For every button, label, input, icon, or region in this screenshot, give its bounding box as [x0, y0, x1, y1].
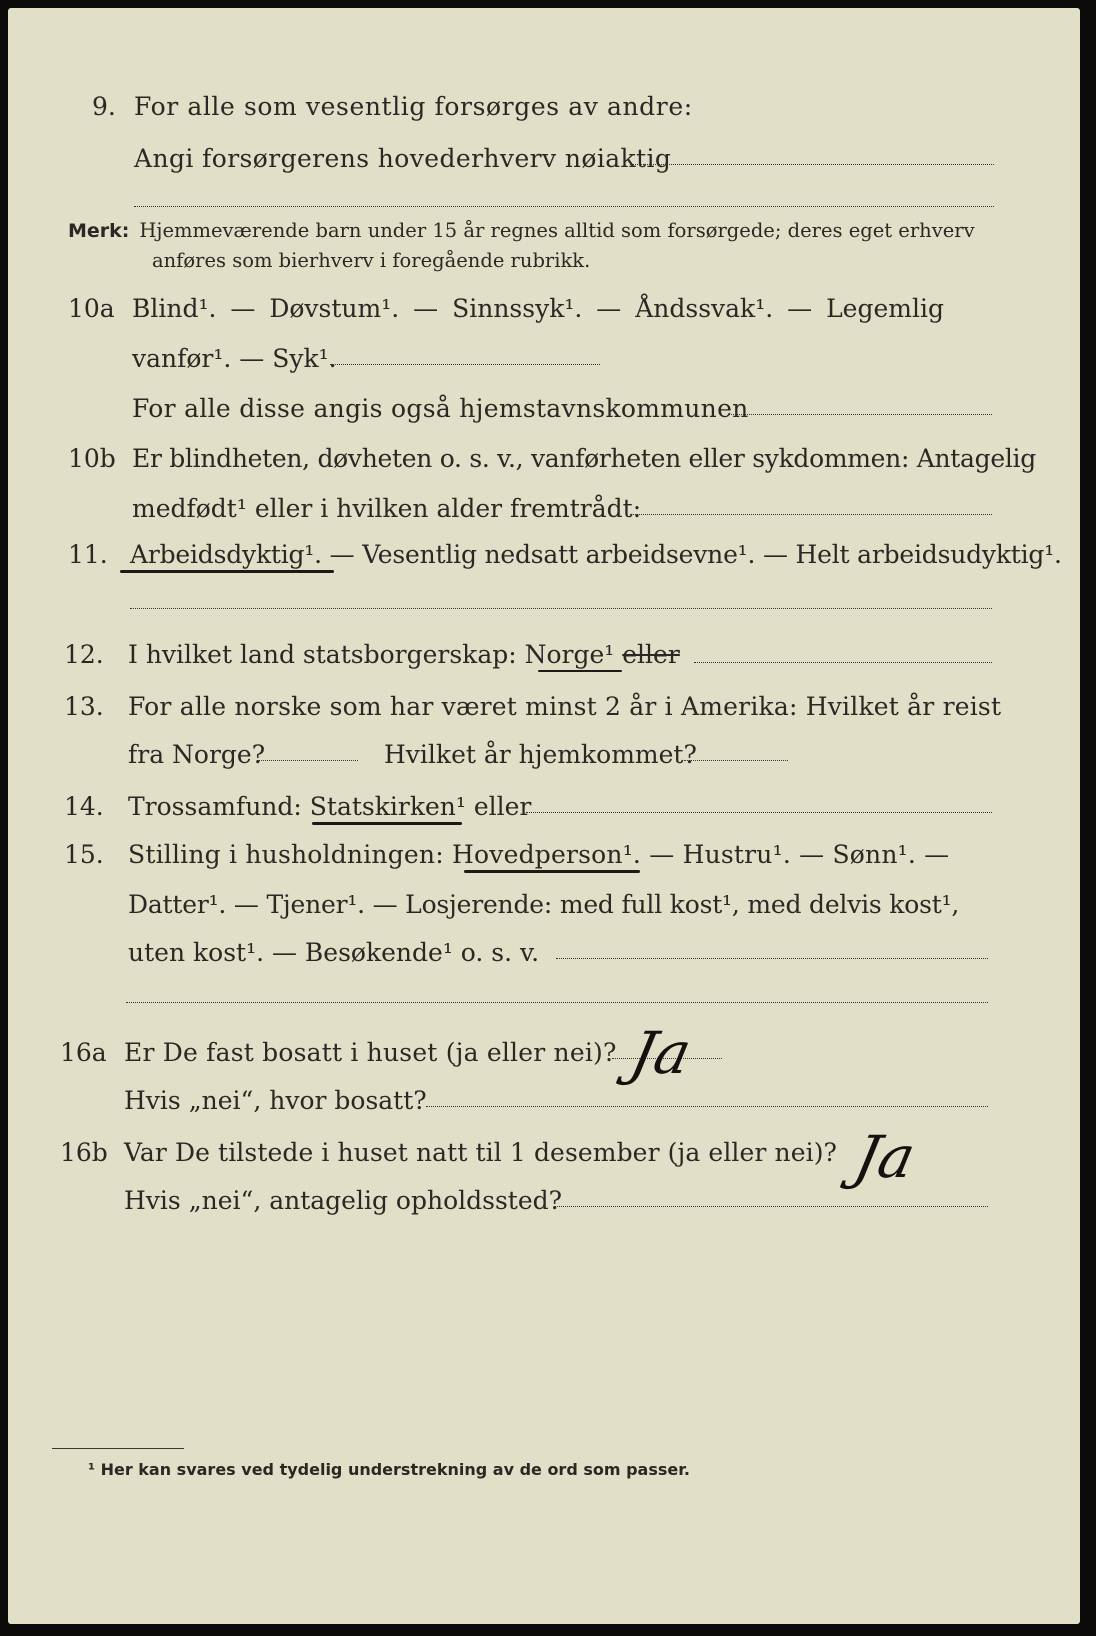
q15-underline-mark — [464, 870, 640, 873]
footnote-rule — [52, 1448, 184, 1449]
q15-line1 — [128, 842, 949, 867]
q16a-number: 16a — [60, 1038, 107, 1067]
merk-line2: anføres som bierhverv i foregående rubrikk. — [152, 249, 591, 272]
q15-label: Stilling i husholdningen: — [128, 840, 452, 869]
q16a-line2: Hvis „nei“, hvor bosatt? — [124, 1086, 427, 1115]
q9-line2: Angi forsørgerens hovederhverv nøiaktig — [134, 144, 672, 173]
footnote: ¹ Her kan svares ved tydelig understrekning av de ord som passer. — [88, 1460, 690, 1479]
census-form-page — [8, 8, 1080, 1624]
q16b-handwritten-answer: Ja — [848, 1123, 922, 1191]
q16a-handwritten-answer: Ja — [624, 1019, 698, 1087]
q10b-line1: Er blindheten, døvheten o. s. v., vanførheten eller sykdommen: Antagelig — [132, 444, 1036, 473]
q14-number: 14. — [64, 792, 104, 821]
q15-answer-field[interactable] — [556, 958, 988, 959]
q13-number: 13. — [64, 692, 104, 721]
q12-answer-field[interactable] — [694, 662, 992, 663]
q13-line1: For alle norske som har været minst 2 år i Amerika: Hvilket år reist — [128, 692, 1002, 721]
q10a-line3: For alle disse angis også hjemstavnskommunen — [132, 394, 749, 423]
q9-answer-field-2[interactable] — [134, 206, 994, 207]
q11-underline-mark — [120, 570, 334, 573]
q9-number: 9. — [92, 92, 116, 121]
q15-answer-field-2[interactable] — [126, 1002, 988, 1003]
q11-line — [130, 542, 1062, 567]
q12-line — [128, 642, 680, 667]
q16b-whereabouts-field[interactable] — [554, 1206, 988, 1207]
q15-options-rest: — Hustru¹. — Sønn¹. — — [641, 840, 950, 869]
q11-option-arbeidsdyktig[interactable]: Arbeidsdyktig¹. — [130, 540, 322, 569]
q10b-line2: medfødt¹ eller i hvilken alder fremtrådt: — [132, 494, 642, 523]
q14-label: Trossamfund: — [128, 792, 310, 821]
q10a-sick-field[interactable] — [330, 364, 600, 365]
q14-answer-field[interactable] — [526, 812, 992, 813]
merk-line1: Hjemmeværende barn under 15 år regnes alltid som forsørgede; deres eget erhverv — [139, 219, 975, 242]
q15-line3: uten kost¹. — Besøkende¹ o. s. v. — [128, 938, 540, 967]
q9-line1: For alle som vesentlig forsørges av andre: — [134, 92, 693, 121]
q11-options-rest: — Vesentlig nedsatt arbeidsevne¹. — Helt arbeidsudyktig¹. — [321, 540, 1062, 569]
q15-number: 15. — [64, 840, 104, 869]
q10b-onset-field[interactable] — [630, 514, 992, 515]
merk-label: Merk: — [68, 220, 130, 242]
q10b-number: 10b — [68, 444, 116, 473]
q11-answer-field[interactable] — [130, 608, 992, 609]
q12-option-norge[interactable]: Norge¹ — [524, 640, 615, 669]
q14-underline-mark — [312, 822, 462, 825]
q10a-line1: Blind¹. — Døvstum¹. — Sinnssyk¹. — Åndssvak¹. — Legemlig — [132, 294, 944, 323]
q13-line2b: Hvilket år hjemkommet? — [384, 740, 697, 769]
q12-label: I hvilket land statsborgerskap: — [128, 640, 525, 669]
q13-line2a: fra Norge? — [128, 740, 266, 769]
q12-underline-mark — [538, 670, 622, 672]
q14-option-statskirken[interactable]: Statskirken¹ — [309, 792, 466, 821]
q11-number: 11. — [68, 540, 108, 569]
q16b-line2: Hvis „nei“, antagelig opholdssted? — [124, 1186, 563, 1215]
q16a-line1: Er De fast bosatt i huset (ja eller nei)? — [124, 1038, 617, 1067]
merk-note — [68, 221, 975, 241]
q10a-number: 10a — [68, 294, 115, 323]
q15-option-hovedperson[interactable]: Hovedperson¹. — [452, 840, 642, 869]
q16b-number: 16b — [60, 1138, 108, 1167]
q10a-line2: vanfør¹. — Syk¹. — [132, 344, 337, 373]
q12-number: 12. — [64, 640, 104, 669]
q15-line2: Datter¹. — Tjener¹. — Losjerende: med full kost¹, med delvis kost¹, — [128, 890, 960, 919]
q10a-home-municipality-field[interactable] — [728, 414, 992, 415]
q16b-line1: Var De tilstede i huset natt til 1 desember (ja eller nei)? — [124, 1138, 838, 1167]
q12-struck-eller: eller — [622, 640, 680, 669]
q16a-residence-field[interactable] — [426, 1106, 988, 1107]
q14-line — [128, 794, 531, 819]
q13-year-returned-field[interactable] — [684, 760, 788, 761]
q13-year-left-field[interactable] — [258, 760, 358, 761]
q9-answer-field[interactable] — [630, 164, 994, 165]
q14-eller: eller — [465, 792, 532, 821]
